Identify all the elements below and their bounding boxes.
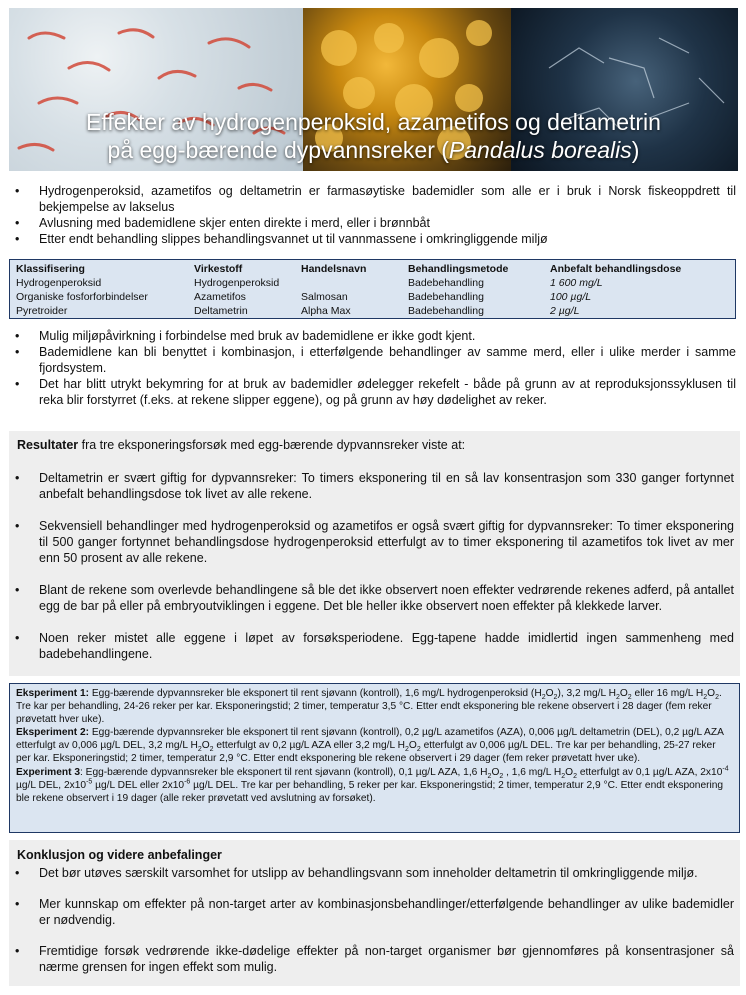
list-item: • Det bør utøves særskilt varsomhet for utslipp av behandlingsvann som inneholder deltametrin til omkringliggende miljø. [17, 865, 740, 881]
experiment-1: Eksperiment 1: Egg-bærende dypvannsreker ble eksponert til rent sjøvann (kontroll), 1,6 mg/L hydrogenperoksid $(H_2O_2)$, 3,2 mg/L $H_2O_2$ eller 16 mg/L $H_2O_2$. Tre kar per behandling, 24-26 reker per kar. Eksponeringstid; 2 timer, temperatur 3,5 °C. Etter endt eksponering ble rekene observert i 28 dager (fem reker prøvetatt hver uke). [16, 688, 722, 726]
table-row: Organiske fosforforbindelser Azametifos Salmosan Badebehandling 100 µg/L [16, 291, 592, 303]
list-item: • Hydrogenperoksid, azametifos og deltametrin er farmasøytiske bademidler som alle er i bruk i Norsk fiskeoppdrett til bekjempelse av lakselus [9, 183, 736, 215]
header-banner [9, 8, 738, 171]
list-item: • Mulig miljøpåvirkning i forbindelse med bruk av bademidlene er ikke godt kjent. [9, 328, 736, 344]
results-bullets [17, 470, 740, 662]
list-item: • Blant de rekene som overlevde behandlingene så ble det ikke observert noen effekter vedrørende rekenes adferd, på antallet egg de bar på eller på embryoutviklingen i eggene. Det ble heller ikke observert noen effekter på klekkede larver. [17, 582, 740, 614]
conclusion-heading: Konklusjon og videre anbefalinger [17, 848, 222, 862]
table-row: Hydrogenperoksid Hydrogenperoksid Badebehandling 1 600 mg/L [16, 277, 603, 289]
table-header-row: Klassifisering Virkestoff Handelsnavn Behandlingsmetode Anbefalt behandlingsdose [16, 263, 682, 275]
results-section [9, 431, 740, 676]
conclusion-bullets [17, 865, 740, 975]
list-item: • Etter endt behandling slippes behandlingsvannet ut til vannmassene i omkringliggende miljø [9, 231, 736, 247]
list-item: • Fremtidige forsøk vedrørende ikke-dødelige effekter på non-target organismer bør gjennomføres på konsentrasjoner så nærme grensen for ingen effekt som mulig. [17, 943, 740, 975]
experiment-2: Eksperiment 2: Egg-bærende dypvannsreker ble eksponert til rent sjøvann (kontroll), 0,2 µg/L azametifos (AZA), 0,006 µg/L deltametrin (DEL), 0,2 µg/L AZA etterfulgt av 0,006 µg/L DEL, 3,2 mg/L $H_2O_2$ etterfulgt av 0,2 µg/L AZA eller 3,2 mg/L $H_2O_2$ etterfulgt av 0,006 µg/L DEL. Tre kar per behandling, 25-27 reker per kar. Eksponeringstid; 2 timer, temperatur 2,9 °C. Etter endt eksponering ble rekene observert i 29 dager (fem reker prøvetatt hver uke). [16, 727, 724, 765]
species-name: Pandalus borealis [448, 137, 632, 163]
list-item: • Sekvensiell behandlinger med hydrogenperoksid og azametifos er også svært giftig for dypvannsreker: To timer eksponering til 500 ganger fortynnet behandlingsdose hydrogenperoksid etterfulgt av to timer eksponering til azametifos tok livet av mer enn 50 prosent av alle rekene. [17, 518, 740, 566]
treatment-table [9, 259, 736, 319]
list-item: • Avlusning med bademidlene skjer enten direkte i merd, eller i brønnbåt [9, 215, 736, 231]
results-lead: Resultater fra tre eksponeringsforsøk med egg-bærende dypvannsreker viste at: [17, 438, 466, 452]
conclusion-section [9, 840, 740, 986]
list-item: • Det har blitt utrykt bekymring for at bruk av bademidler ødelegger rekefelt - både på grunn av at reproduksjonssyklusen til reka blir forstyrret (f.eks. at rekene slipper eggene), og på grunn av høy dødelighet av reker. [9, 376, 736, 408]
list-item: • Noen reker mistet alle eggene i løpet av forsøksperiodene. Egg-tapene hadde imidlertid ingen sammenheng med badebehandlingene. [17, 630, 740, 662]
table-row: Pyretroider Deltametrin Alpha Max Badebehandling 2 µg/L [16, 305, 580, 317]
concern-bullets [9, 328, 736, 408]
list-item: • Mer kunnskap om effekter på non-target arter av kombinasjonsbehandlinger/etterfølgende behandlinger av ulike bademidler er nødvendig. [17, 896, 740, 928]
page-title: Effekter av hydrogenperoksid, azametifos og deltametrin på egg-bærende dypvannsreker (Pandalus borealis) [86, 109, 661, 163]
intro-bullets [9, 183, 736, 247]
experiment-3: Experiment 3: Egg-bærende dypvannsreker ble eksponert til rent sjøvann (kontroll), 0,1 µg/L AZA, 1,6 $H_2O_2$ , 1,6 mg/L $H_2O_2$ etterfulgt av 0,1 µg/L AZA, $2x10^{-4}$ µg/L DEL, $2x10^{-5}$ µg/L DEL eller $2x10^{-6}$ µg/L DEL. Tre kar per behandling, 5 reker per kar. Eksponeringstid; 2 timer, temperatur 2,9 °C. Etter endt eksponering ble rekene observert i 19 dager (alle reker prøvetatt ved avslutning av forsøket). [16, 765, 729, 804]
list-item: • Bademidlene kan bli benyttet i kombinasjon, i etterfølgende behandlinger av samme merd, eller i ulike merder i samme fjordsystem. [9, 344, 736, 376]
list-item: • Deltametrin er svært giftig for dypvannsreker: To timers eksponering til en så lav konsentrasjon som 330 ganger fortynnet anbefalt behandlingsdose tok livet av alle rekene. [17, 470, 740, 502]
experiments-box [9, 683, 740, 833]
